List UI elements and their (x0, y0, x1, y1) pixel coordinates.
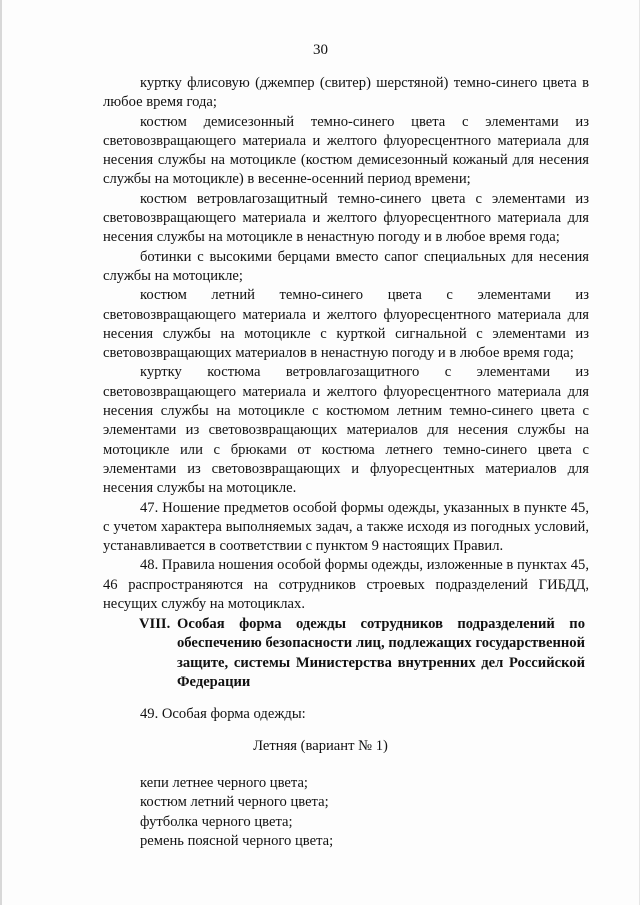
list-item: кепи летнее черного цвета; (140, 775, 308, 791)
paragraph-fleece-jacket: куртку флисовую (джемпер (свитер) шерстяной) темно-синего цвета в любое время года; (103, 75, 589, 111)
page-number: 30 (313, 42, 328, 58)
paragraph-demi-season-suit: костюм демисезонный темно-синего цвета с элементами из световозвращающего материала и желтого флуоресцентного материала для несения службы на мотоцикле (костюм демисезонный кожаный для несения службы на мотоцикле) в весенне-осенний период времени; (103, 113, 589, 188)
paragraph-windproof-suit: костюм ветровлагозащитный темно-синего цвета с элементами из световозвращающего материала и желтого флуоресцентного материала для несения службы на мотоцикле в ненастную погоду и в любое время года; (103, 190, 589, 246)
paragraph-high-boots: ботинки с высокими берцами вместо сапог специальных для несения службы на мотоцикле; (103, 248, 589, 284)
section-number: VIII. (139, 616, 171, 632)
item-49: 49. Особая форма одежды: (140, 706, 306, 722)
paragraph-item-47: 47. Ношение предметов особой формы одежды, указанных в пункте 45, с учетом характера выполняемых задач, а также исходя из погодных условий, устанавливается в соответствии с пунктом 9 настоящих Правил. (103, 499, 589, 555)
list-item: ремень поясной черного цвета; (140, 832, 334, 849)
paragraph-item-48: 48. Правила ношения особой формы одежды, изложенные в пунктах 45, 46 распространяются на сотрудников строевых подразделений ГИБДД, несущих службу на мотоциклах. (103, 557, 589, 613)
section-heading (139, 615, 585, 692)
subheading-summer-variant: Летняя (вариант № 1) (253, 738, 388, 754)
list-item: костюм летний черного цвета; (140, 794, 329, 811)
paragraph-windproof-jacket: куртку костюма ветровлагозащитного с элементами из световозвращающего материала и желтого флуоресцентного материала для несения службы на мотоцикле с костюмом летним темно-синего цвета с элементами из световозвращающих материалов для несения службы на мотоцикле или с брюками от костюма летнего темно-синего цвета с элементами из световозвращающих и флуоресцентных материалов для несения службы на мотоцикле. (103, 364, 589, 497)
section-title: Особая форма одежды сотрудников подразделений по обеспечению безопасности лиц, подлежащих государственной защите, системы Министерства внутренних дел Российской Федерации (177, 616, 585, 690)
paragraph-summer-suit: костюм летний темно-синего цвета с элементами из световозвращающего материала и желтого флуоресцентного материала для несения службы на мотоцикле с курткой сигнальной с элементами из световозвращающих материалов в ненастную погоду и в любое время года; (103, 287, 589, 362)
uniform-list (140, 774, 333, 851)
list-item: футболка черного цвета; (140, 813, 293, 830)
body-text (103, 74, 589, 614)
